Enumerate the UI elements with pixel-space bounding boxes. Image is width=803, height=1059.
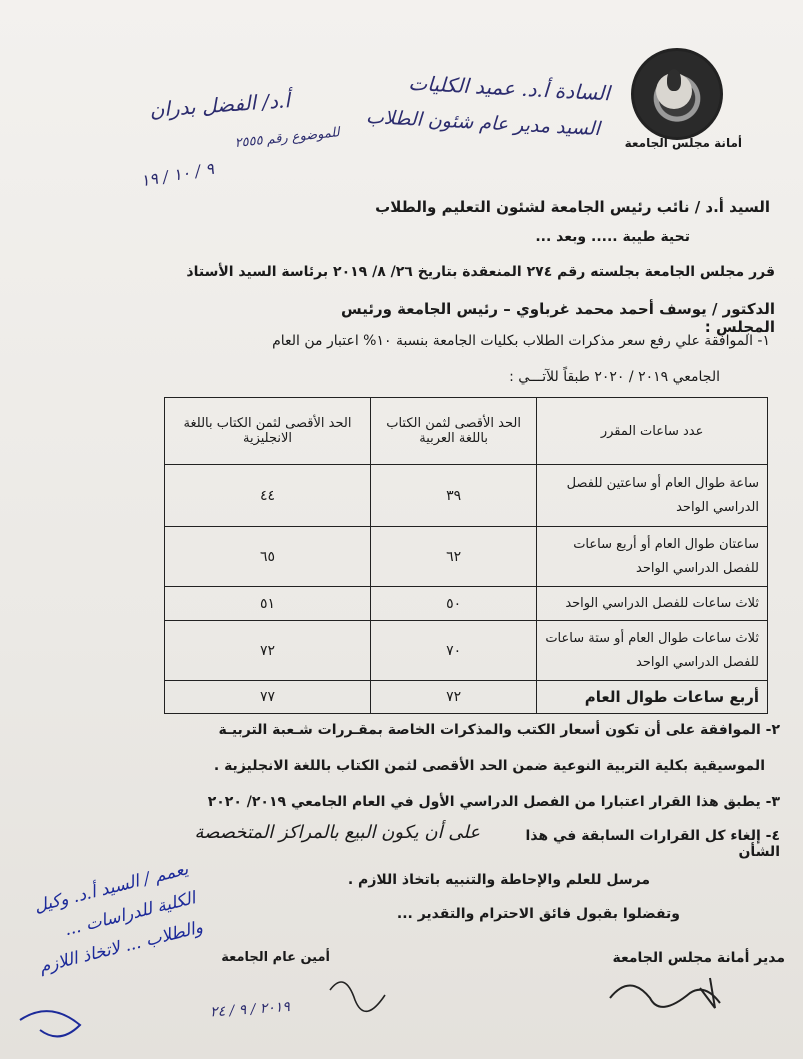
table-row bbox=[165, 527, 768, 587]
item-1-line-2: الجامعي ٢٠١٩ / ٢٠٢٠ طبقاً للآتـــي : bbox=[509, 369, 720, 385]
university-seal-icon bbox=[631, 48, 723, 140]
handwritten-date: ٩ / ١٠ / ١٩ bbox=[139, 158, 216, 191]
cell-arabic-price: ٦٢ bbox=[371, 527, 537, 587]
signature-marks bbox=[0, 960, 803, 1059]
item-4-line: ٤- إلغاء كل القرارات السابقة في هذا الشأن bbox=[525, 828, 780, 860]
greeting-line: تحية طيبة ..... وبعد ... bbox=[535, 229, 690, 245]
cell-hours: ساعتان طوال العام أو أربع ساعات للفصل الدراسي الواحد bbox=[537, 527, 768, 587]
table-row bbox=[165, 621, 768, 681]
table-header-row bbox=[165, 398, 768, 465]
table-row bbox=[165, 587, 768, 621]
cell-hours: ثلاث ساعات طوال العام أو ستة ساعات للفصل الدراسي الواحد bbox=[537, 621, 768, 681]
closing-line-1: مرسل للعلم والإحاطة والتنبيه باتخاذ اللازم . bbox=[347, 872, 650, 888]
handwritten-name: أ.د/ الفضل بدران bbox=[148, 88, 291, 122]
item-1-line-1: ١- الموافقة علي رفع سعر مذكرات الطلاب بكليات الجامعة بنسبة ١٠% اعتبار من العام bbox=[272, 333, 770, 349]
table-row bbox=[165, 465, 768, 527]
signature-title-right: مدير أمانة مجلس الجامعة bbox=[612, 950, 785, 966]
cell-english-price: ٦٥ bbox=[165, 527, 371, 587]
cell-english-price: ٥١ bbox=[165, 587, 371, 621]
cell-english-price: ٧٧ bbox=[165, 681, 371, 714]
handwritten-sign-date: ٢٠١٩ / ٩ / ٢٤ bbox=[209, 998, 291, 1021]
intro-line-1: قرر مجلس الجامعة بجلسته رقم ٢٧٤ المنعقدة بتاريخ ٢٦/ ٨/ ٢٠١٩ برئاسة السيد الأستاذ bbox=[186, 264, 775, 280]
item-4-handwritten: على أن يكون البيع بالمراكز المتخصصة bbox=[194, 822, 480, 843]
item-2-line-2: الموسيقية بكلية التربية النوعية ضمن الحد الأقصى لثمن الكتاب باللغة الانجليزية . bbox=[213, 758, 765, 774]
closing-line-2: وتفضلوا بقبول فائق الاحترام والتقدير ... bbox=[396, 906, 680, 922]
cell-english-price: ٧٢ bbox=[165, 621, 371, 681]
org-label: أمانة مجلس الجامعة bbox=[624, 136, 742, 150]
handwritten-addressee-2: السيد مدير عام شئون الطلاب bbox=[365, 105, 601, 141]
intro-line-2: الدكتور / يوسف أحمد محمد غرباوي – رئيس الجامعة ورئيس المجلس : bbox=[341, 300, 775, 336]
cell-arabic-price: ٧٢ bbox=[371, 681, 537, 714]
header-hours: عدد ساعات المقرر bbox=[537, 398, 768, 465]
signature-title-left: أمين عام الجامعة bbox=[221, 950, 330, 965]
cell-arabic-price: ٥٠ bbox=[371, 587, 537, 621]
item-3-line: ٣- يطبق هذا القرار اعتبارا من الفصل الدراسي الأول في العام الجامعي ٢٠١٩/ ٢٠٢٠ bbox=[207, 794, 780, 810]
addressee-line: السيد أ.د / نائب رئيس الجامعة لشئون التعليم والطلاب bbox=[375, 198, 770, 216]
cell-arabic-price: ٧٠ bbox=[371, 621, 537, 681]
handwritten-ref: للموضوع رقم ٢٥٥٥ bbox=[233, 125, 341, 152]
table-row bbox=[165, 681, 768, 714]
header-arabic-max: الحد الأقصى لثمن الكتاب باللغة العربية bbox=[371, 398, 537, 465]
cell-hours: ساعة طوال العام أو ساعتين للفصل الدراسي الواحد bbox=[537, 465, 768, 527]
fees-table bbox=[164, 397, 768, 714]
handwritten-referral-note: يعمم / السيد أ.د. وكيل الكلية للدراسات ... والطلاب ... لاتخاذ اللازم bbox=[32, 859, 205, 978]
item-2-line-1: ٢- الموافقة على أن تكون أسعار الكتب والمذكرات الخاصة بمقـررات شـعبة التربيـة bbox=[218, 722, 780, 738]
header-english-max: الحد الأقصى لثمن الكتاب باللغة الانجليزية bbox=[165, 398, 371, 465]
handwritten-addressee-1: السادة أ.د. عميد الكليات bbox=[407, 70, 611, 106]
cell-hours: ثلاث ساعات للفصل الدراسي الواحد bbox=[537, 587, 768, 621]
cell-english-price: ٤٤ bbox=[165, 465, 371, 527]
cell-hours: أربع ساعات طوال العام bbox=[537, 681, 768, 714]
cell-arabic-price: ٣٩ bbox=[371, 465, 537, 527]
